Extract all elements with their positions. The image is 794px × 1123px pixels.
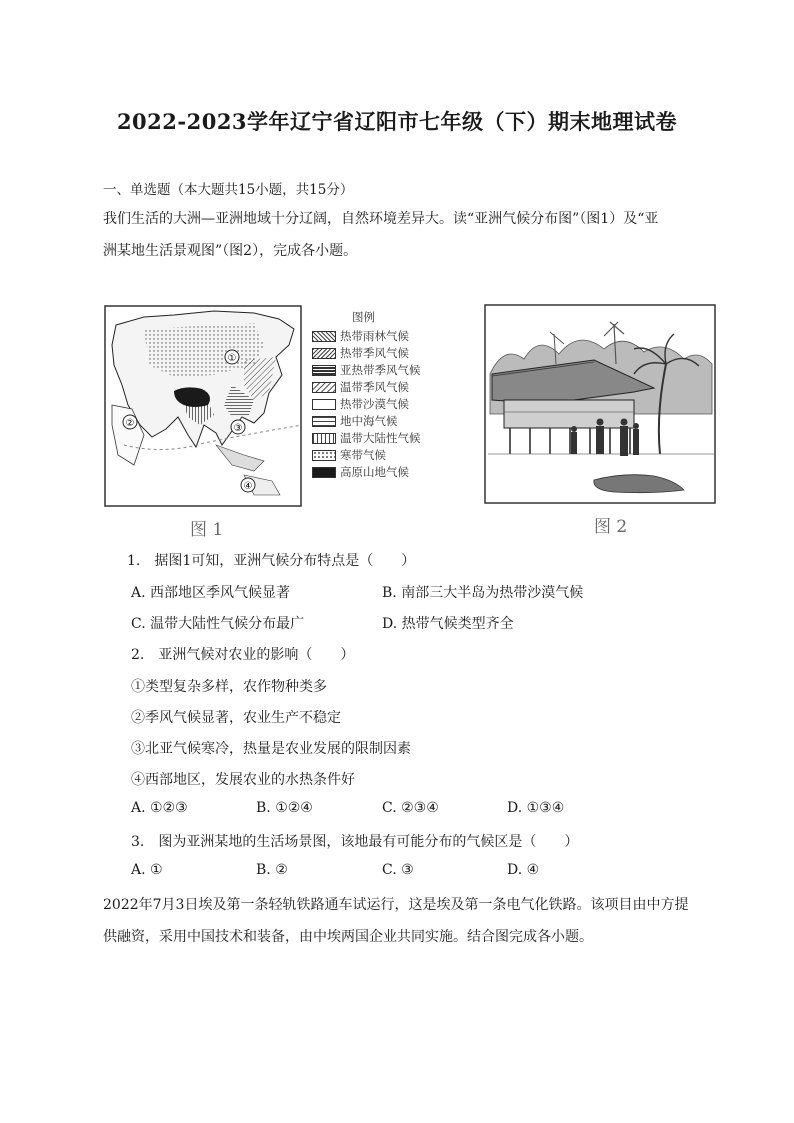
legend-item: 亚热带季风气候 (312, 363, 421, 377)
q2-statement-1: ①类型复杂多样，农作物种类多 (131, 679, 327, 695)
marker-1: ① (227, 353, 237, 364)
question-2-stem: 2. 亚洲气候对农业的影响（ ） (131, 647, 355, 663)
q1-option-c: C. 温带大陆性气候分布最广 (131, 616, 305, 632)
legend-item: 温带大陆性气候 (312, 431, 421, 445)
legend-item: 寒带气候 (312, 448, 386, 462)
legend-swatch (312, 416, 336, 427)
q3-option-c: C. ③ (382, 862, 414, 878)
q2-statement-2: ②季风气候显著，农业生产不稳定 (131, 710, 341, 726)
passage-2-line-2: 供融资，采用中国技术和装备，由中埃两国企业共同实施。结合图完成各小题。 (103, 929, 593, 945)
asia-climate-map (104, 305, 304, 510)
legend-item: 热带沙漠气候 (312, 397, 409, 411)
legend-swatch (312, 433, 336, 444)
legend-swatch (312, 331, 336, 342)
legend-title: 图例 (352, 310, 375, 324)
legend-item: 高原山地气候 (312, 465, 409, 479)
q1-option-a: A. 西部地区季风气候显著 (131, 585, 291, 601)
figure-2 (484, 304, 718, 536)
passage-2-line-1: 2022年7月3日埃及第一条轻轨铁路通车试运行，这是埃及第一条电气化铁路。该项目由中方提 (103, 897, 689, 913)
legend-item: 温带季风气候 (312, 380, 409, 394)
legend-item: 热带雨林气候 (312, 329, 409, 343)
q2-option-b: B. ①②④ (256, 800, 313, 816)
legend-swatch (312, 348, 336, 359)
q3-option-b: B. ② (256, 862, 288, 878)
q1-option-d: D. 热带气候类型齐全 (382, 616, 514, 632)
q3-option-a: A. ① (131, 862, 163, 878)
question-1-stem: 1. 据图1可知，亚洲气候分布特点是（ ） (127, 553, 416, 569)
marker-3: ③ (233, 423, 243, 434)
q2-option-a: A. ①②③ (131, 800, 188, 816)
legend-item: 地中海气候 (312, 414, 398, 428)
page-title: 2022-2023学年辽宁省辽阳市七年级（下）期末地理试卷 (116, 109, 678, 134)
marker-2: ② (125, 418, 135, 429)
life-scene-illustration (484, 304, 718, 506)
intro-line-2: 洲某地生活景观图”（图2），完成各小题。 (103, 243, 358, 259)
q2-statement-3: ③北亚气候寒冷，热量是农业发展的限制因素 (131, 741, 411, 757)
q2-option-d: D. ①③④ (507, 800, 565, 816)
legend-swatch (312, 382, 336, 393)
legend-swatch (312, 450, 336, 461)
figure-1-caption: 图 1 (190, 520, 224, 540)
q1-option-b: B. 南部三大半岛为热带沙漠气候 (382, 585, 584, 601)
question-3-stem: 3. 图为亚洲某地的生活场景图，该地最有可能分布的气候区是（ ） (131, 834, 579, 850)
q2-statement-4: ④西部地区，发展农业的水热条件好 (131, 772, 355, 788)
q3-option-d: D. ④ (507, 862, 540, 878)
legend-swatch (312, 467, 336, 478)
legend-item: 热带季风气候 (312, 346, 409, 360)
figure-2-caption: 图 2 (594, 517, 628, 537)
figure-1 (104, 305, 444, 540)
map-legend (312, 309, 444, 509)
legend-swatch (312, 399, 336, 410)
intro-line-1: 我们生活的大洲—亚洲地域十分辽阔，自然环境差异大。读“亚洲气候分布图”（图1）及“亚 (103, 211, 659, 227)
section-heading: 一、单选题（本大题共15小题，共15分） (103, 182, 354, 198)
legend-swatch (312, 365, 336, 376)
marker-4: ④ (243, 481, 253, 492)
q2-option-c: C. ②③④ (382, 800, 439, 816)
